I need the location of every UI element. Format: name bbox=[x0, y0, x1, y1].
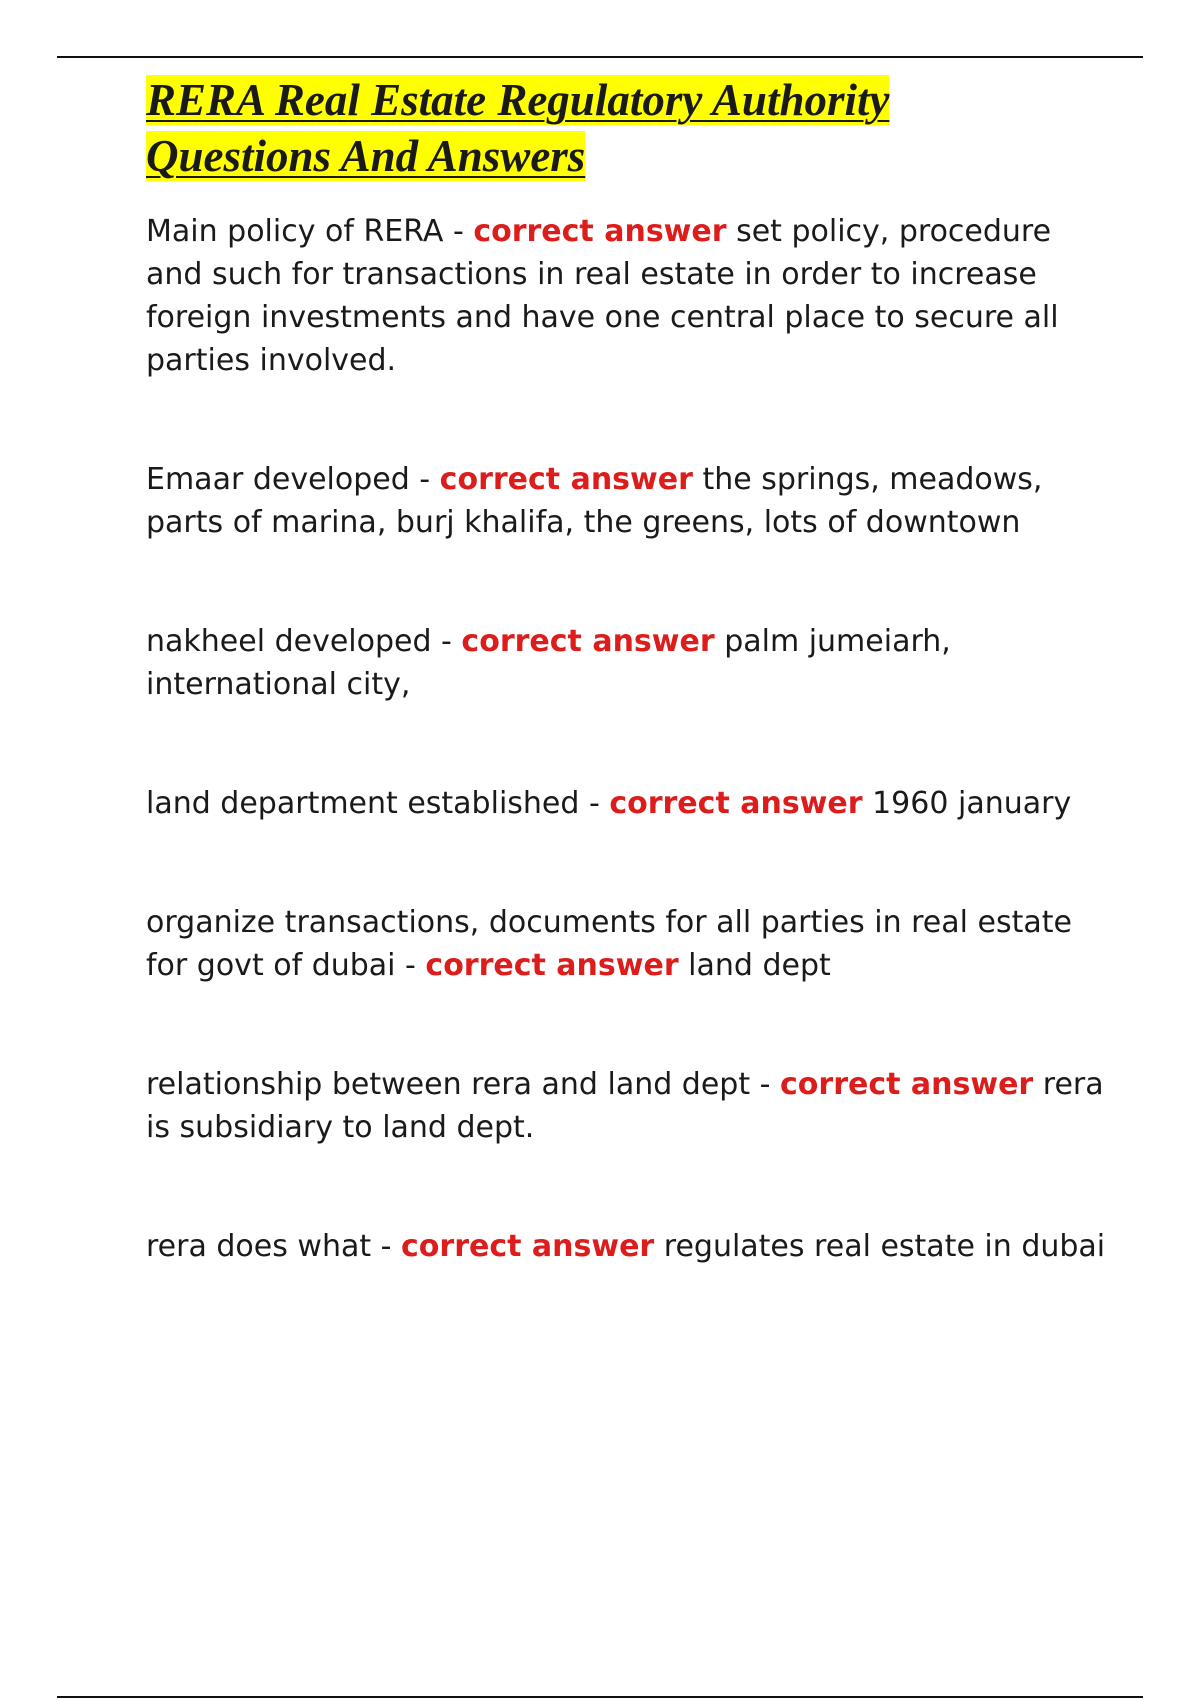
answer-text: the springs, meadows, parts of marina, burj khalifa, the greens, lots of downtown bbox=[146, 462, 1043, 540]
qa-item bbox=[146, 782, 1106, 825]
answer-text: palm jumeiarh, international city, bbox=[146, 624, 951, 702]
title-line-2: Questions And Answers bbox=[146, 131, 586, 181]
qa-item bbox=[146, 458, 1106, 544]
qa-item bbox=[146, 901, 1106, 987]
answer-text: 1960 january bbox=[872, 786, 1072, 821]
document-title bbox=[146, 72, 1106, 184]
answer-text: land dept bbox=[688, 948, 831, 983]
qa-item bbox=[146, 620, 1106, 706]
answer-text: rera is subsidiary to land dept. bbox=[146, 1067, 1104, 1145]
answer-text: set policy, procedure and such for transactions in real estate in order to increase foreign investments and have one central place to secure all parties involved. bbox=[146, 214, 1059, 378]
correct-answer-marker: correct answer bbox=[473, 214, 727, 249]
question-text: relationship between rera and land dept - bbox=[146, 1067, 781, 1102]
correct-answer-marker: correct answer bbox=[780, 1067, 1034, 1102]
correct-answer-marker: correct answer bbox=[425, 948, 679, 983]
correct-answer-marker: correct answer bbox=[461, 624, 715, 659]
top-divider bbox=[57, 56, 1143, 58]
question-text: organize transactions, documents for all parties in real estate for govt of dubai - bbox=[146, 905, 1072, 983]
question-text: nakheel developed - bbox=[146, 624, 462, 659]
qa-item bbox=[146, 1063, 1106, 1149]
question-text: Main policy of RERA - bbox=[146, 214, 474, 249]
correct-answer-marker: correct answer bbox=[609, 786, 863, 821]
question-text: rera does what - bbox=[146, 1229, 401, 1264]
title-line-1: RERA Real Estate Regulatory Authority bbox=[146, 75, 890, 125]
question-text: Emaar developed - bbox=[146, 462, 440, 497]
qa-item bbox=[146, 1225, 1106, 1268]
answer-text: regulates real estate in dubai bbox=[663, 1229, 1106, 1264]
document-body bbox=[146, 72, 1106, 1344]
correct-answer-marker: correct answer bbox=[401, 1229, 655, 1264]
qa-item bbox=[146, 210, 1106, 382]
question-text: land department established - bbox=[146, 786, 610, 821]
bottom-divider bbox=[57, 1696, 1143, 1698]
correct-answer-marker: correct answer bbox=[439, 462, 693, 497]
